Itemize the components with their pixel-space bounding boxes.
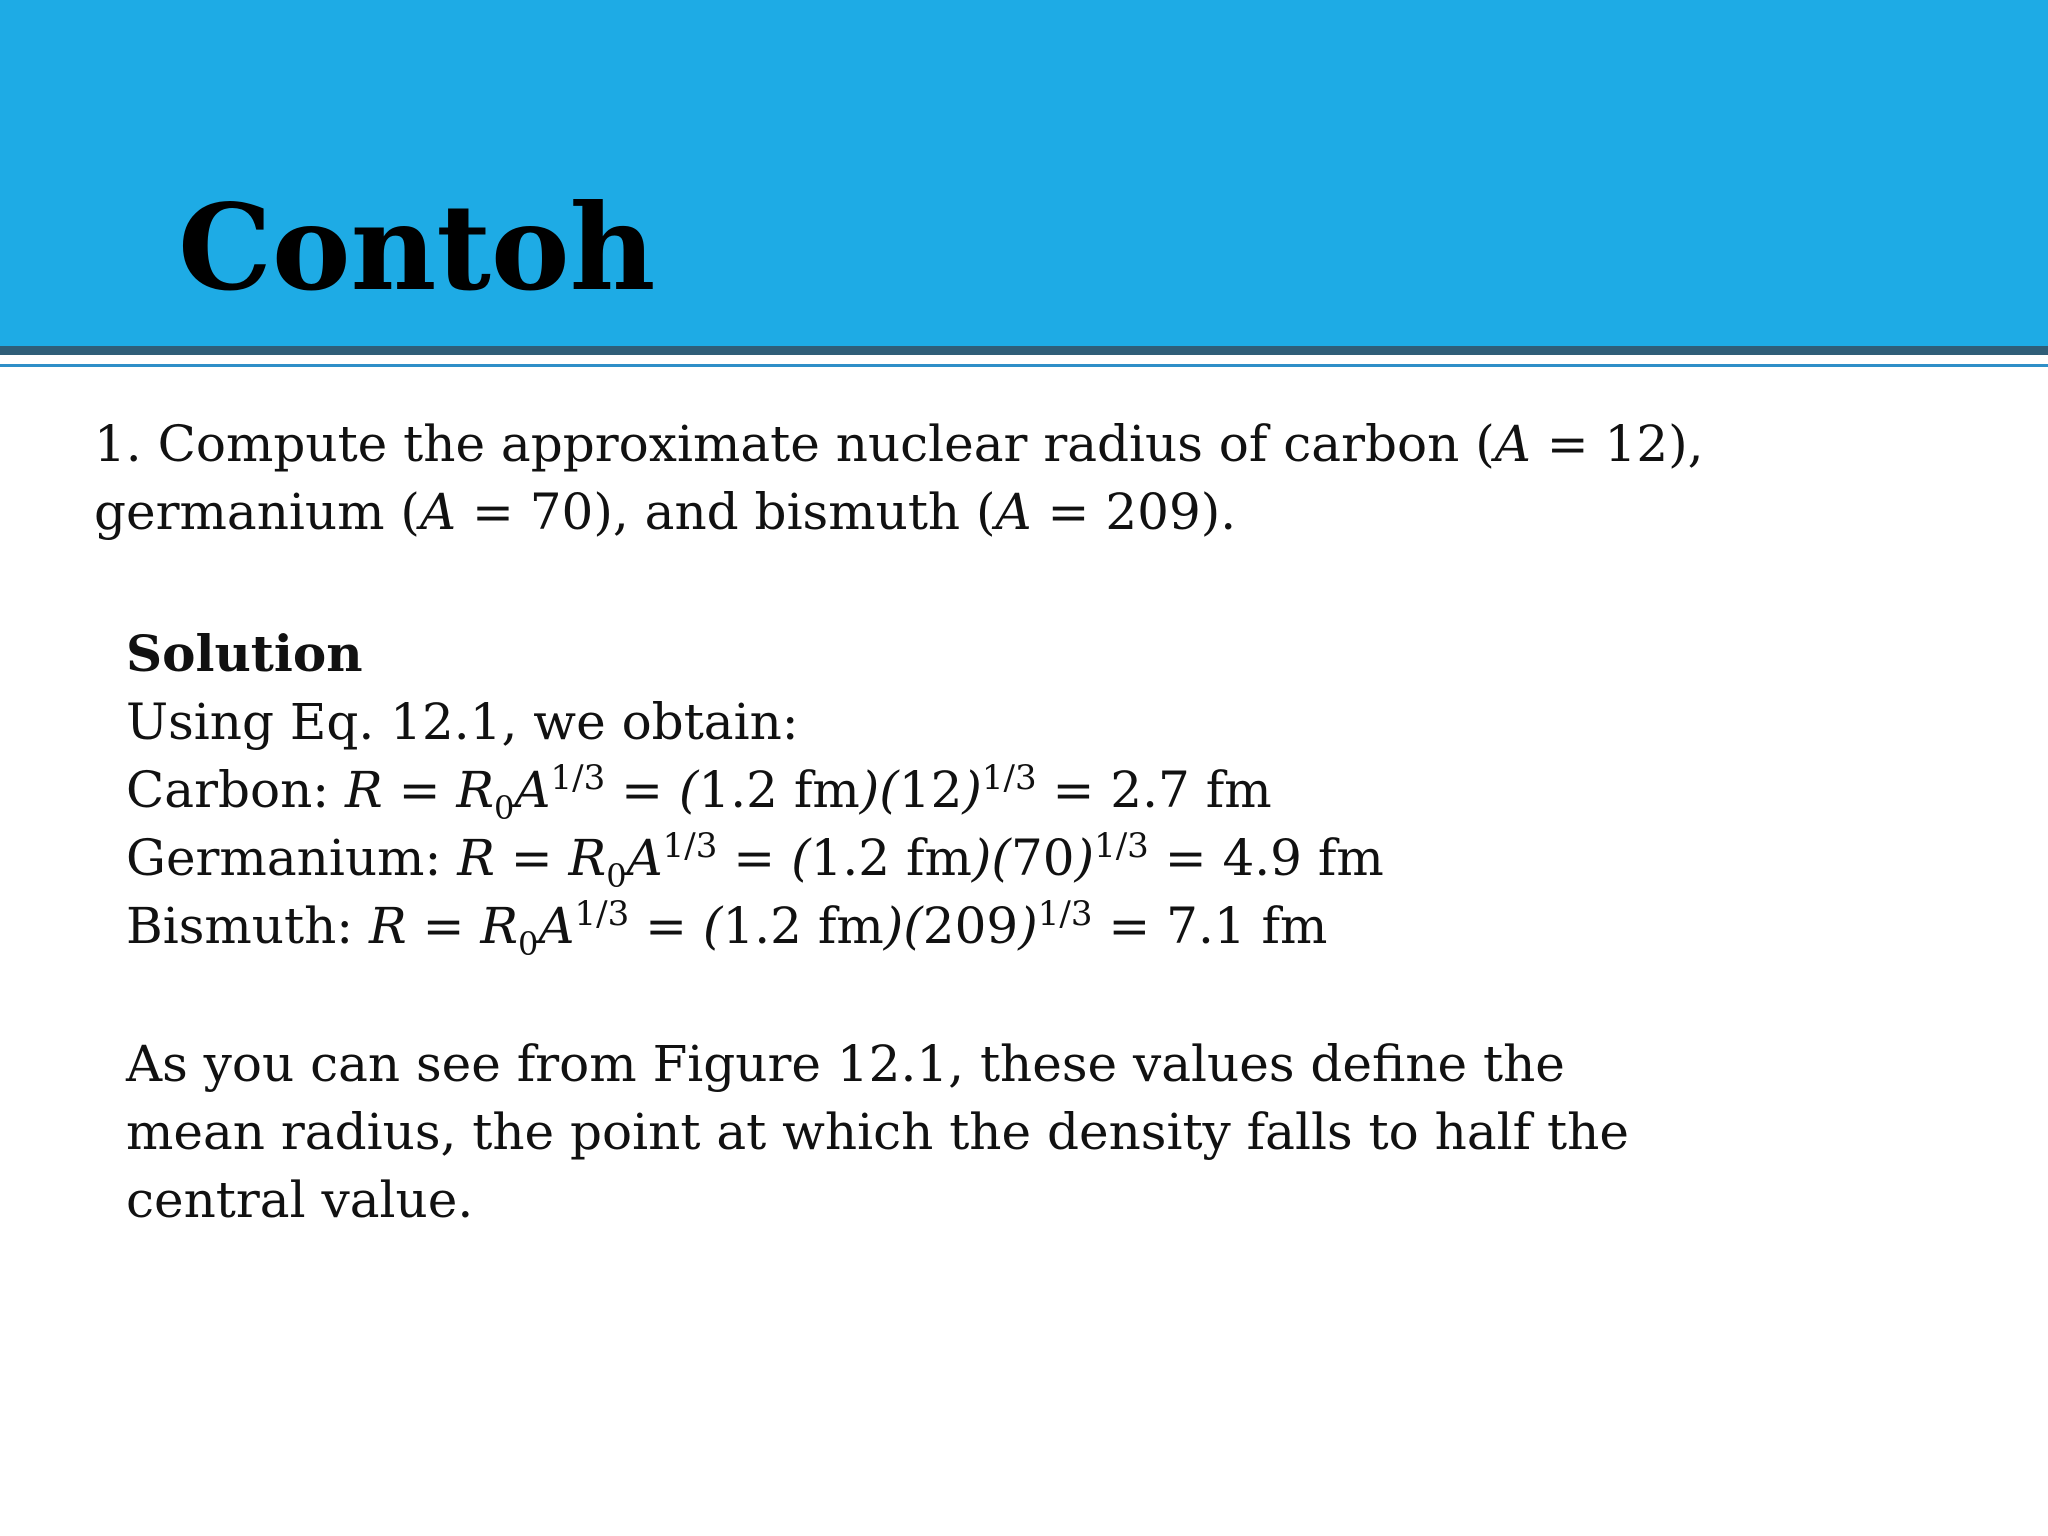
radius-variable: R [369,897,407,955]
exponent: 1/3 [550,758,606,798]
solution-row-bismuth [126,892,1726,963]
radius-constant-variable: R [568,829,607,887]
element-label: Bismuth: [126,897,370,955]
question-line-1 [94,410,1704,478]
question-line-2-text: germanium ( [94,483,420,541]
question-line-2-text-mid: = 70), and bismuth ( [456,483,996,541]
question-text [94,410,1704,546]
question-line-2 [94,478,1694,546]
mass-number-variable: A [995,483,1032,541]
equals-sign: = [494,829,569,887]
solution-row-germanium [126,824,1726,895]
radius-constant-value: 1.2 fm [722,897,884,955]
paren: ( [678,761,699,819]
radius-result: = 7.1 fm [1092,897,1328,955]
mass-number-value: 12 [898,761,963,819]
mass-number-variable: A [1494,415,1531,473]
mass-number-value: 70 [1010,829,1075,887]
radius-variable: R [345,761,383,819]
mass-number-variable: A [419,483,457,541]
mass-number-variable: A [514,761,551,819]
paren: ( [791,829,811,887]
closing-paragraph [126,1030,1629,1234]
exponent: 1/3 [1094,826,1149,866]
question-line-1-text: 1. Compute the approximate nuclear radius of carbon ( [94,415,1495,473]
closing-line: mean radius, the point at which the density falls to half the [126,1103,1629,1161]
closing-line: central value. [126,1171,474,1229]
exponent: 1/3 [574,894,630,934]
equals-sign: = [406,897,481,955]
paren: ( [702,897,723,955]
radius-constant-value: 1.2 fm [698,761,860,819]
element-label: Carbon: [126,761,346,819]
radius-constant-variable: R [456,761,495,819]
exponent: 1/3 [981,758,1037,798]
equals-sign: = [605,761,679,819]
exponent: 1/3 [662,826,718,866]
solution-intro: Using Eq. 12.1, we obtain: [126,693,799,751]
paren: ) [962,761,982,819]
radius-constant-subscript: 0 [494,789,515,827]
radius-variable: R [457,829,495,887]
equals-sign: = [717,829,792,887]
radius-constant-subscript: 0 [518,925,539,963]
paren: ) [1018,897,1038,955]
mass-number-value: 209 [922,897,1019,955]
closing-line: As you can see from Figure 12.1, these values define the [126,1035,1565,1093]
solution-block [126,620,1726,963]
mass-number-variable: A [626,829,663,887]
paren: )( [883,897,923,955]
mass-number-variable: A [538,897,575,955]
element-label: Germanium: [126,829,458,887]
paren: )( [971,829,1011,887]
equals-sign: = [629,897,703,955]
question-line-2-text-end: = 209). [1031,483,1237,541]
radius-constant-value: 1.2 fm [810,829,972,887]
paren: ) [1074,829,1095,887]
header-divider-thick [0,346,2048,355]
exponent: 1/3 [1037,894,1093,934]
radius-constant-subscript: 0 [606,857,627,895]
paren: )( [859,761,899,819]
slide-title: Contoh [178,178,656,317]
equals-sign: = [382,761,457,819]
radius-result: = 2.7 fm [1036,761,1272,819]
header-divider-thin [0,364,2048,367]
question-line-1-text-end: = 12), [1530,415,1704,473]
radius-result: = 4.9 fm [1148,829,1384,887]
radius-constant-variable: R [480,897,519,955]
solution-heading: Solution [126,624,363,683]
solution-row-carbon [126,756,1726,827]
